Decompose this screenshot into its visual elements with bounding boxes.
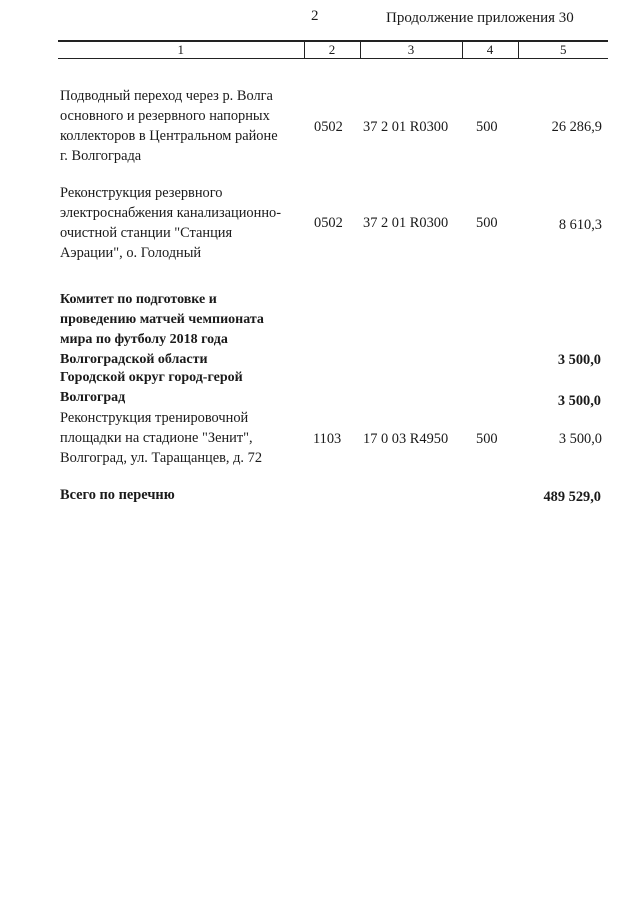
page-number: 2 xyxy=(311,8,319,24)
row-1-type: 500 xyxy=(476,119,498,135)
row-3-section: 1103 xyxy=(313,431,342,447)
column-header-4: 4 xyxy=(462,41,518,59)
row-3-name-line: Реконструкция тренировочной xyxy=(60,410,249,426)
committee-name-line: Комитет по подготовке и xyxy=(60,292,217,307)
row-1-name-line: основного и резервного напорных xyxy=(60,108,270,124)
column-header-5: 5 xyxy=(518,41,608,59)
row-1-section: 0502 xyxy=(314,119,343,135)
column-header-1: 1 xyxy=(58,41,304,59)
column-header-row xyxy=(58,40,608,59)
district-name xyxy=(60,368,243,408)
committee-name-line: мира по футболу 2018 года xyxy=(60,332,228,347)
row-3-target: 17 0 03 R4950 xyxy=(363,431,449,447)
row-2-amount: 8 610,3 xyxy=(558,217,602,233)
row-1-amount: 26 286,9 xyxy=(551,119,602,135)
row-2-target: 37 2 01 R0300 xyxy=(363,215,449,231)
row-2-section: 0502 xyxy=(314,215,343,231)
row-2-type: 500 xyxy=(476,215,498,231)
column-header-3: 3 xyxy=(360,41,462,59)
row-3-type: 500 xyxy=(476,431,498,447)
row-2-name-line: Аэрации", о. Голодный xyxy=(60,245,202,261)
row-3-name-line: Волгоград, ул. Таращанцев, д. 72 xyxy=(60,450,263,466)
row-1-name-line: коллекторов в Центральном районе xyxy=(60,128,278,144)
committee-name-line: проведению матчей чемпионата xyxy=(60,312,264,327)
row-2-name-line: Реконструкция резервного xyxy=(60,185,223,201)
row-1-name-line: г. Волгограда xyxy=(60,148,142,164)
column-header-2: 2 xyxy=(304,41,360,59)
committee-amount: 3 500,0 xyxy=(557,352,601,368)
row-1-name-line: Подводный переход через р. Волга xyxy=(60,88,273,104)
committee-name-line: Волгоградской области xyxy=(60,352,208,367)
row-2-name-line: электроснабжения канализационно- xyxy=(60,205,282,221)
district-name-line: Городской округ город-герой xyxy=(60,370,243,385)
total-label: Всего по перечню xyxy=(60,487,175,503)
row-1-target: 37 2 01 R0300 xyxy=(363,119,449,135)
district-name-line: Волгоград xyxy=(60,390,126,405)
row-2-name-line: очистной станции "Станция xyxy=(60,225,233,241)
row-1-name xyxy=(60,86,278,166)
continuation-label: Продолжение приложения 30 xyxy=(386,10,574,26)
row-2-name xyxy=(60,183,281,263)
total-amount: 489 529,0 xyxy=(543,489,601,505)
row-3-name xyxy=(60,408,262,468)
row-3-name-line: площадки на стадионе "Зенит", xyxy=(60,430,253,446)
committee-name xyxy=(60,290,264,370)
row-3-amount: 3 500,0 xyxy=(558,431,602,447)
district-amount: 3 500,0 xyxy=(557,393,601,409)
